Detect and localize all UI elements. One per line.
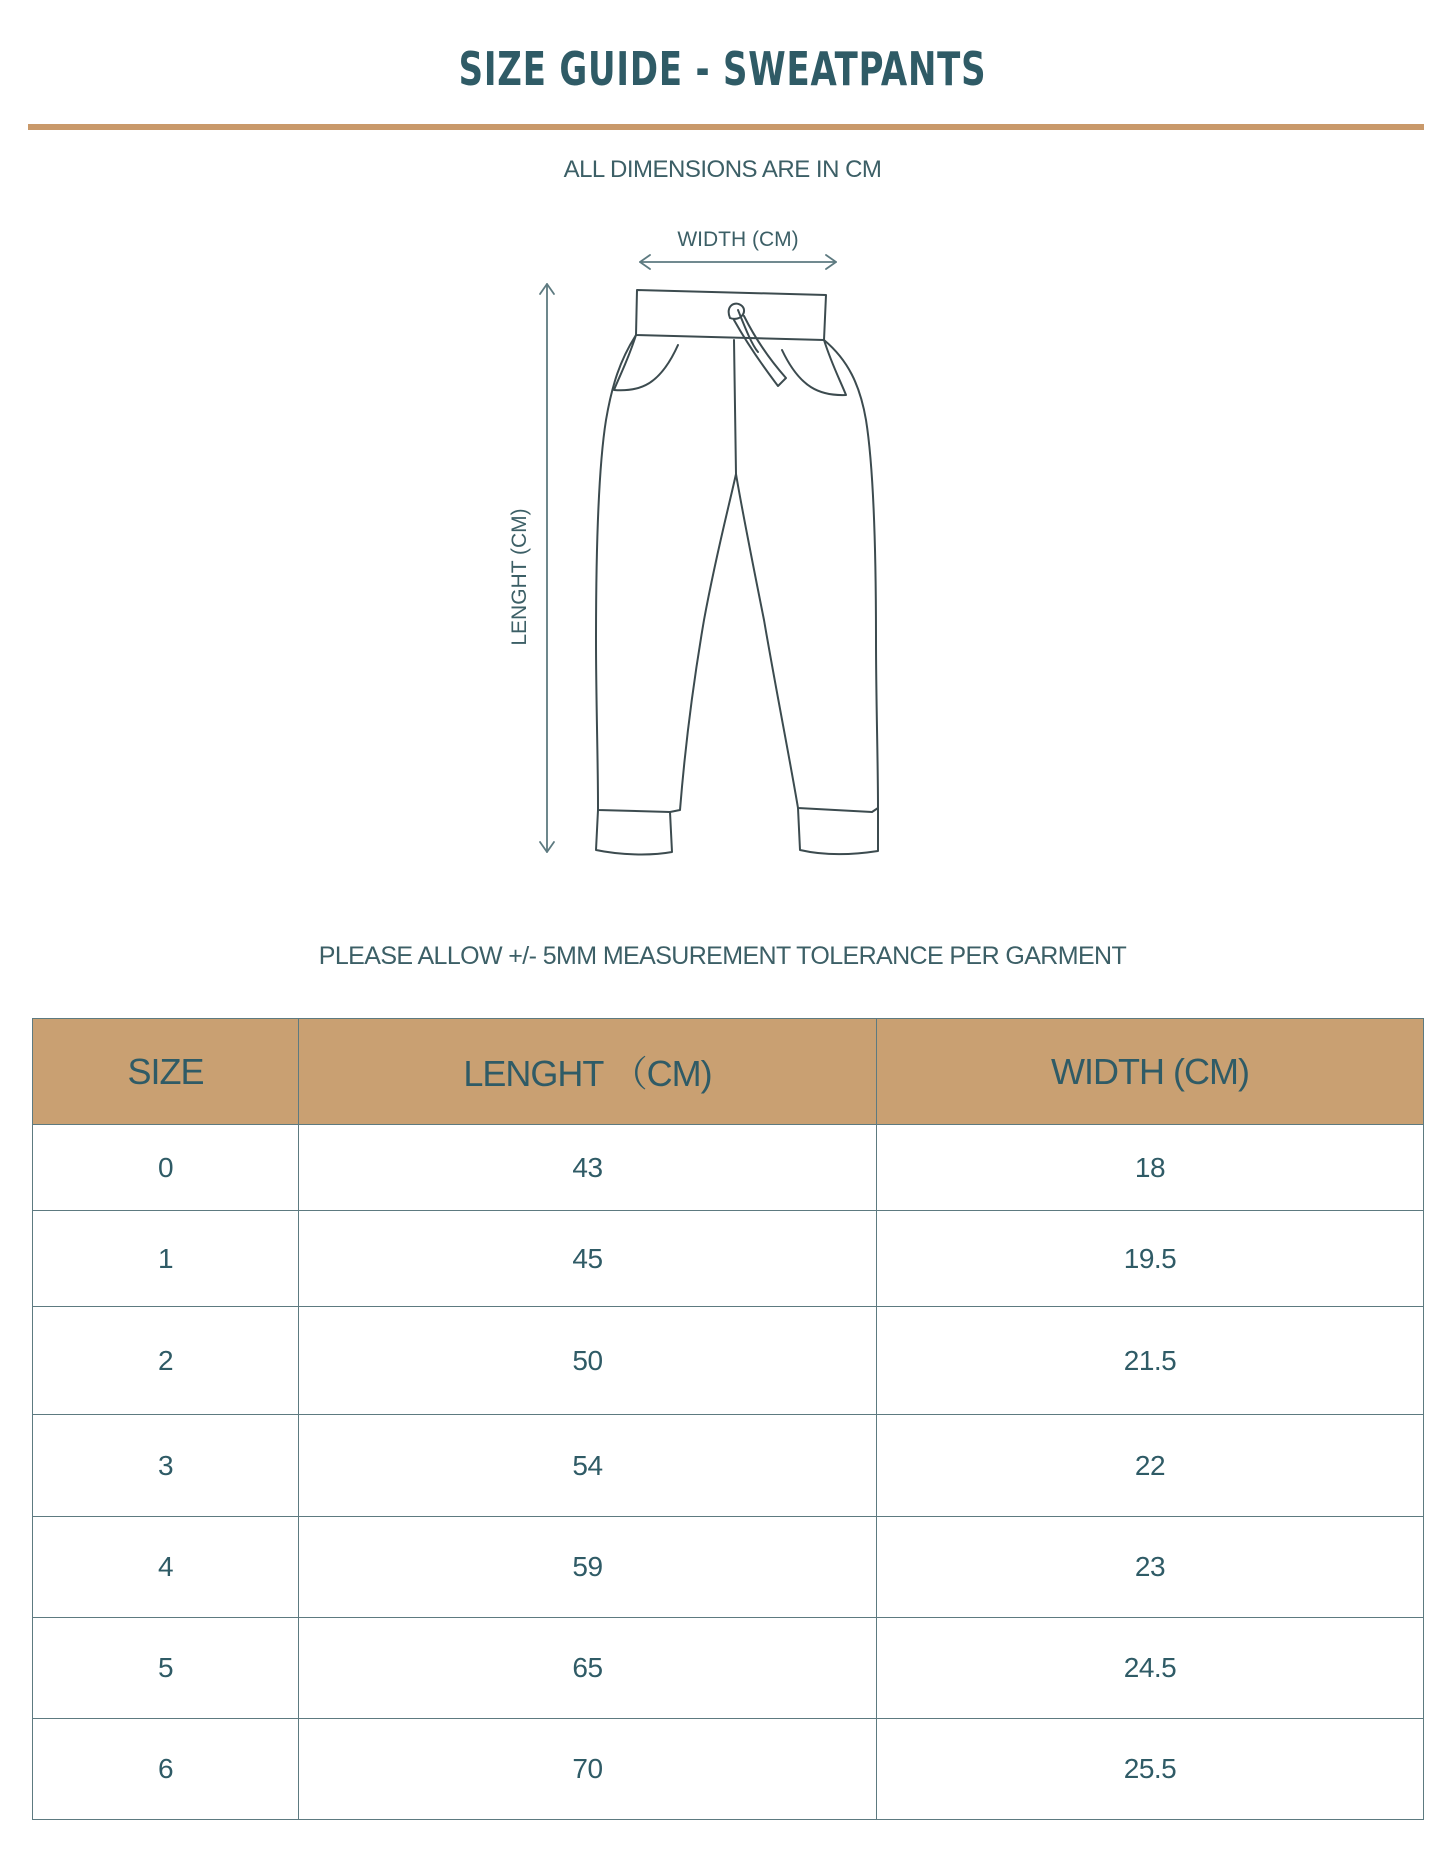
tolerance-note: PLEASE ALLOW +/- 5MM MEASUREMENT TOLERANCE PER GARMENT xyxy=(318,942,1127,970)
right-pocket xyxy=(782,340,846,395)
length-arrow xyxy=(540,284,554,852)
drawstring xyxy=(729,304,786,386)
waistband xyxy=(636,290,826,340)
column-header-size: SIZE xyxy=(33,1019,299,1125)
pants-outline xyxy=(596,335,878,812)
page-title: SIZE GUIDE - SWEATPANTS xyxy=(458,42,987,96)
width-cell: 19.5 xyxy=(877,1211,1424,1307)
size-cell: 6 xyxy=(33,1719,299,1820)
length-cell: 43 xyxy=(299,1125,877,1211)
length-cell: 50 xyxy=(299,1307,877,1415)
table-row xyxy=(33,1618,1424,1719)
table-row xyxy=(33,1517,1424,1618)
size-cell: 4 xyxy=(33,1517,299,1618)
length-cell: 45 xyxy=(299,1211,877,1307)
width-cell: 21.5 xyxy=(877,1307,1424,1415)
column-header-length: LENGHT （CM) xyxy=(299,1019,877,1125)
table-row xyxy=(33,1307,1424,1415)
left-pocket xyxy=(614,335,678,390)
table-row xyxy=(33,1211,1424,1307)
length-cell: 54 xyxy=(299,1415,877,1517)
width-cell: 25.5 xyxy=(877,1719,1424,1820)
width-cell: 22 xyxy=(877,1415,1424,1517)
width-label: WIDTH (CM) xyxy=(677,228,799,251)
size-cell: 0 xyxy=(33,1125,299,1211)
width-cell: 23 xyxy=(877,1517,1424,1618)
center-seam xyxy=(734,340,736,474)
sweatpants-diagram xyxy=(0,0,1445,900)
size-table xyxy=(32,1018,1424,1820)
length-cell: 59 xyxy=(299,1517,877,1618)
size-cell: 2 xyxy=(33,1307,299,1415)
table-row xyxy=(33,1125,1424,1211)
column-header-width: WIDTH (CM) xyxy=(877,1019,1424,1125)
width-cell: 18 xyxy=(877,1125,1424,1211)
table-row xyxy=(33,1719,1424,1820)
left-cuff xyxy=(596,810,672,854)
size-cell: 3 xyxy=(33,1415,299,1517)
length-cell: 65 xyxy=(299,1618,877,1719)
width-cell: 24.5 xyxy=(877,1618,1424,1719)
table-header-row xyxy=(33,1019,1424,1125)
size-cell: 5 xyxy=(33,1618,299,1719)
size-cell: 1 xyxy=(33,1211,299,1307)
length-cell: 70 xyxy=(299,1719,877,1820)
units-note: ALL DIMENSIONS ARE IN CM xyxy=(563,156,882,183)
table-row xyxy=(33,1415,1424,1517)
right-cuff xyxy=(798,808,878,854)
width-arrow xyxy=(640,255,836,269)
length-label: LENGHT (CM) xyxy=(508,508,531,646)
